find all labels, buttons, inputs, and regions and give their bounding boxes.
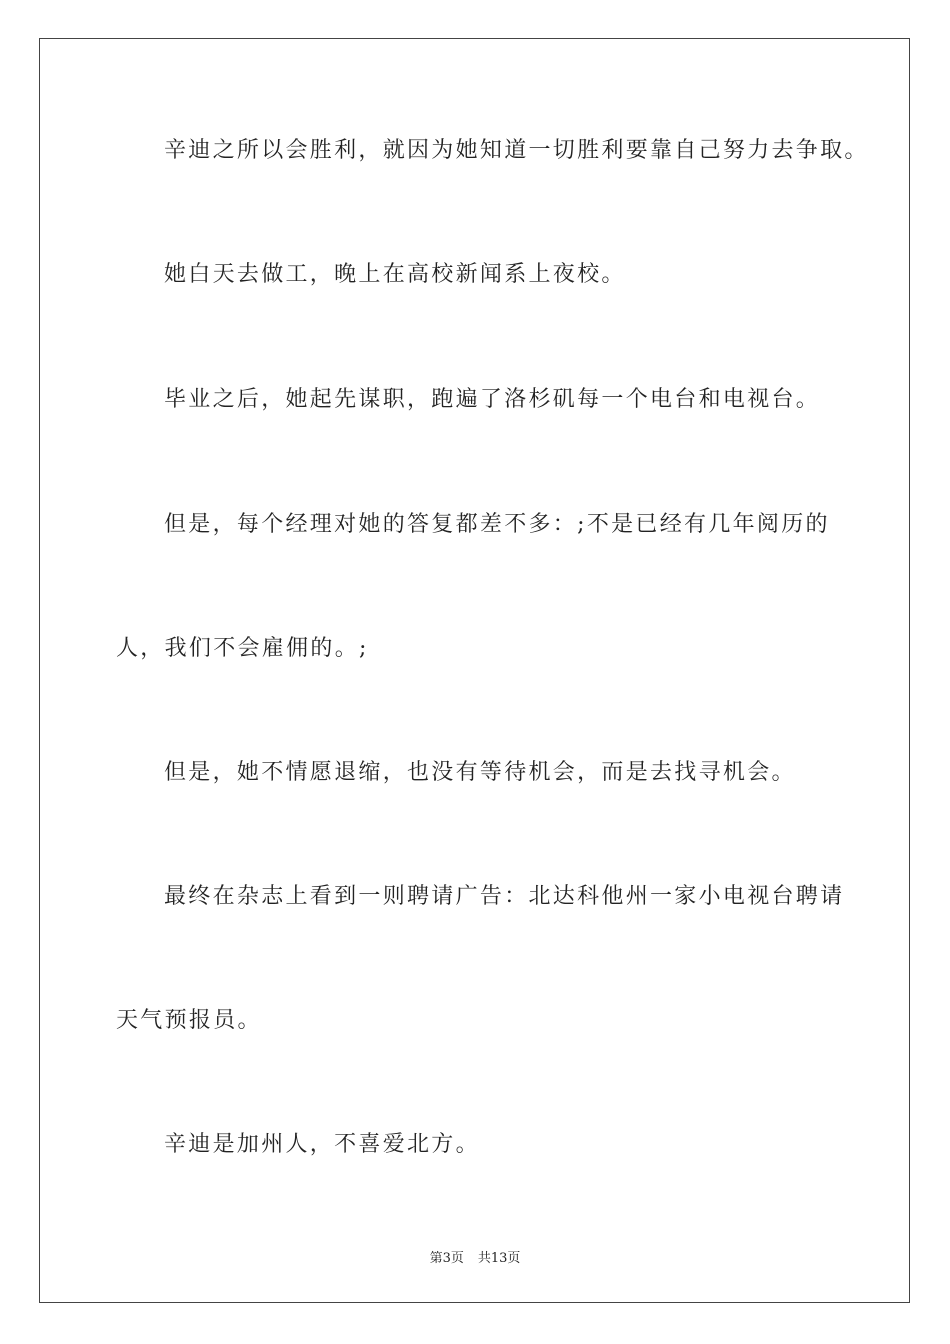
paragraph-line: 辛迪之所以会胜利，就因为她知道一切胜利要靠自己努力去争取。 (164, 138, 869, 163)
paragraph-line: 但是，她不情愿退缩，也没有等待机会，而是去找寻机会。 (164, 760, 796, 785)
page-number: 第3页 (429, 1251, 464, 1266)
paragraph-line: 最终在杂志上看到一则聘请广告：北达科他州一家小电视台聘请 (164, 884, 845, 909)
paragraph-line: 毕业之后，她起先谋职，跑遍了洛杉矶每一个电台和电视台。 (164, 387, 821, 412)
paragraph-line: 但是，每个经理对她的答复都差不多：;不是已经有几年阅历的 (164, 512, 830, 537)
paragraph-line: 天气预报员。 (116, 1008, 262, 1033)
paragraph-line: 她白天去做工，晚上在高校新闻系上夜校。 (164, 262, 626, 287)
paragraph-line: 人，我们不会雇佣的。; (116, 636, 369, 661)
page-footer (0, 1247, 950, 1266)
paragraph-line: 辛迪是加州人，不喜爱北方。 (164, 1132, 480, 1157)
page-border (39, 38, 910, 1303)
page-total: 共13页 (477, 1251, 521, 1266)
